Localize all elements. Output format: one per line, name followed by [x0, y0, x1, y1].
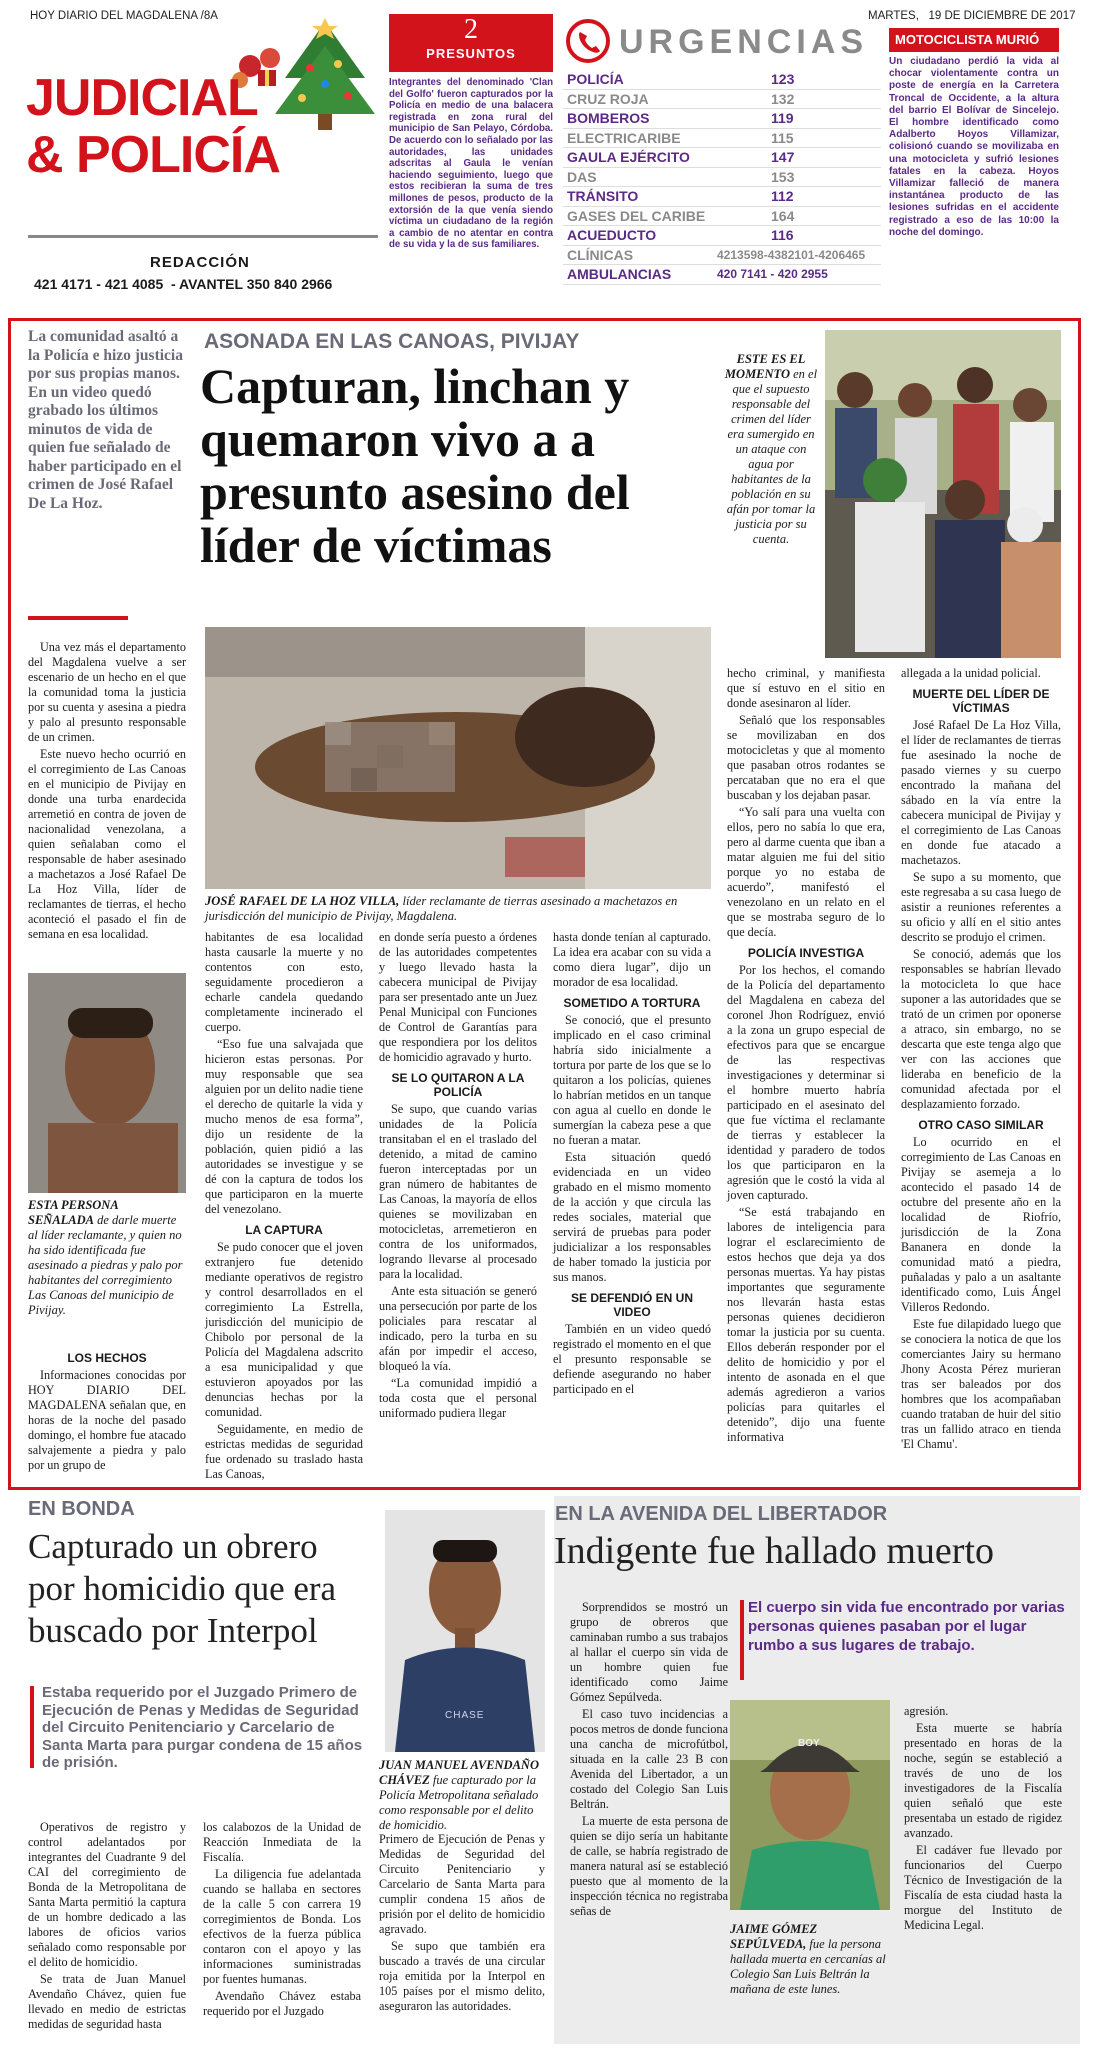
bonda-kicker: EN BONDA: [28, 1498, 135, 1520]
paragraph: Se supo a su momento, que este regresaba a su casa luego de asistir a reuniones referentes a su oficio y allí en el sitio antes descrito se produjo el crimen.: [901, 870, 1061, 944]
crowd-photo: [825, 330, 1061, 658]
paragraph: Se conoció, además que los responsables se habrían llevado la motocicleta lo que hace suponer a las autoridades que se trató de un crimen por oponerse a atraco, sin embargo, no se descarta que este tenga algo que ver con las acciones que lideraba en beneficio de la comunidad afectada por el desplazamiento forzado.: [901, 947, 1061, 1111]
section-title-line1: JUDICIAL: [26, 69, 258, 127]
paragraph: Se supo, que cuando varias unidades de la Policía transitaban el en el traslado del detenido, a mitad de camino fueron interceptadas por un gran número de habitantes de Las Canoas, la mayoría de ellos quienes se movilizaban en motocicletas, arremetieron en contra de los uniformados, logrando llevarse al procesado para la localidad.: [379, 1102, 537, 1281]
libertador-victim-photo: [730, 1700, 890, 1910]
paragraph: agresión.: [904, 1704, 949, 1718]
libertador-caption-bold: JAIME GÓMEZ SEPÚLVEDA,: [730, 1922, 818, 1951]
presuntos-number: 2: [464, 14, 478, 45]
paragraph: Señaló que los responsables se movilizaban en dos motocicletas y que al momento que pasaban otros rodantes se percataban que no era el que buscaban y los dejaban pasar.: [727, 713, 885, 802]
urgencias-number: 420 7141 - 420 2955: [717, 267, 828, 282]
subhead-la-captura: LA CAPTURA: [245, 1223, 323, 1237]
main-headline: Capturan, linchan y quemaron vivo a a presunto asesino del líder de víctimas: [200, 358, 630, 573]
paragraph: Se pudo conocer que el joven extranjero fue detenido mediante operativos de registro y control desarrollados en el corregimiento La Estrella, jurisdicción del municipio de Chibolo por personal de la Policía del Magdalena adscrito a esa municipalidad y que estuvieron apoyados por las denuncias hechas por la comunidad.: [205, 1240, 363, 1419]
urgencias-row: [563, 187, 881, 207]
lead-rule: [28, 616, 128, 620]
bonda-caption-bold: JUAN MANUEL AVENDAÑO CHÁVEZ: [379, 1758, 539, 1787]
main-col-4b-paras: [553, 1013, 711, 1285]
paragraph: Por los hechos, el comando de la Policía del departamento del Magdalena en cabeza del coronel Jhon Rodríguez, envió a la zona un grupo especial de efectivos para que se encargue de las respectivas investigaciones y determinar si el hombre muerto habría participado en el asesinato del que fue víctima el reclamante de tierras y establecer la identidad y paradero de todos los que participaron en la agresión que le costó la vida al joven capturado.: [727, 963, 885, 1202]
paragraph: Operativos de registro y control adelantados por integrantes del Cuadrante 9 del CAI del corregimiento de Bonda de la Metropolitana de Santa Marta permitió la captura de un hombre dedicado a las labores de oficios varios señalado como responsable por el delito de homicidio.: [28, 1820, 186, 1969]
main-col-6c-paras: [901, 1135, 1061, 1452]
paragraph: Avendaño Chávez estaba requerido por el Juzgado: [203, 1989, 361, 2018]
bonda-col-1-paras: [28, 1820, 186, 2032]
main-col-6: [901, 666, 1061, 1454]
bonda-col-3-paras: [379, 1832, 545, 2014]
libertador-col-2-paras: [904, 1704, 1062, 1933]
main-col-1b: [28, 1345, 186, 1475]
urgencias-name: ELECTRICARIBE: [567, 129, 681, 146]
paragraph: “La comunidad impidió a toda costa que el personal uniformado pudiera llegar: [379, 1376, 537, 1420]
paragraph: habitantes de esa localidad hasta causarle la muerte y no contentos con esto, seguidamente procedieron a echarle candela quedando completamente incinerado el cuerpo.: [205, 930, 363, 1034]
issue-date: MARTES, 19 DE DICIEMBRE DE 2017: [868, 10, 1076, 22]
urgencias-list: [563, 70, 881, 285]
urgencias-number: 147: [771, 149, 795, 166]
bonda-headline: Capturado un obrero por homicidio que era buscado por Interpol: [28, 1527, 337, 1650]
main-col-4: [553, 930, 711, 1399]
paragraph: Informaciones conocidas por HOY DIARIO DEL MAGDALENA señalan que, en horas de la noche del pasado domingo, el hombre fue atacado salvajemente a piedra y palo por un grupo de: [28, 1368, 186, 1472]
urgencias-name: TRÁNSITO: [567, 188, 639, 205]
subhead-otro-caso-similar: OTRO CASO SIMILAR: [918, 1118, 1044, 1132]
urgencias-row: [563, 265, 881, 285]
bonda-col-3: [379, 1832, 545, 2016]
paragraph: La diligencia fue adelantada cuando se hallaba en sectores de la calle 5 con carrera 19 corregimientos de Bonda. Los efectivos de la fuerza pública contaron con el apoyo y las informaciones suministradas por fuentes humanas.: [203, 1867, 361, 1986]
main-col-1: [28, 640, 186, 944]
urgencias-name: AMBULANCIAS: [567, 266, 672, 283]
main-col-5: [727, 666, 885, 1447]
paragraph: Este nuevo hecho ocurrió en el corregimiento de Las Canoas en el municipio de Pivijay en donde una turba enardecida arremetió en contra de joven de nacionalidad venezolana, a quien señalaban como el responsable de haber asesinado a machetazos a José Rafael De La Hoz Villa, líder de reclamantes de tierras, el hecho aconteció el pasado el fin de semana en esa localidad.: [28, 747, 186, 941]
presuntos-text: Integrantes del denominado 'Clan del Golfo' fueron capturados por la Policía en medio de una balacera registrada en zona rural del municipio de San Pelayo, Córdoba. De acuerdo con lo señalado por las autoridades, las unidades adscritas al Gaula le venían haciendo seguimiento, luego que estos recibieran la suma de tres millones de pesos, producto de la extorsión de la que venía siendo víctima un ciudadano de la región a cambio de no atentar en contra de su vida y la de sus familiares.: [389, 77, 553, 251]
urgencias-number: 4213598-4382101-4206465: [717, 247, 866, 262]
side-caption-bold: ESTE ES EL MOMENTO: [724, 352, 806, 381]
libertador-cap-text: BOY: [798, 1738, 820, 1749]
paragraph: El caso tuvo incidencias a pocos metros de donde funciona una cancha de microfútbol, situada en la calle 23 B con Avenida del Libertador, a un costado del Colegio San Luis Beltrán.: [570, 1707, 728, 1811]
urgencias-number: 112: [771, 188, 794, 205]
urgencias-name: GAULA EJÉRCITO: [567, 149, 690, 166]
header-rule: [28, 235, 378, 238]
presuntos-header: [389, 14, 553, 72]
victim-caption-name: JOSÉ RAFAEL DE LA HOZ VILLA,: [205, 894, 400, 908]
subhead-policia-investiga: POLICÍA INVESTIGA: [747, 946, 865, 960]
paragraph: Seguidamente, en medio de estrictas medidas de seguridad fue ordenado su traslado hasta Las Canoas,: [205, 1422, 363, 1481]
urgencias-name: POLICÍA: [567, 71, 624, 88]
paragraph: hasta donde tenían al capturado. La idea era acabar con su vida a como diera lugar”, dijo un morador de esa localidad.: [553, 930, 711, 989]
urgencias-name: ACUEDUCTO: [567, 227, 657, 244]
urgencias-row: [563, 70, 881, 90]
main-kicker: ASONADA EN LAS CANOAS, PIVIJAY: [204, 330, 580, 353]
paragraph: El cadáver fue llevado por funcionarios del Cuerpo Técnico de Investigación de la Fiscalía de esta ciudad hasta la morgue del Instituto de Medicina Legal.: [904, 1843, 1062, 1932]
urgencias-number: 116: [771, 227, 794, 244]
paragraph: Este fue dilapidado luego que se conociera la notica de que los comerciantes Jairy su hermano Jhony Acosta Pérez murieran tras ser baleados por dos hombres que los acompañaban cuando trataban de huir del sitio tras un fallido atraco en tienda 'El Chamu'.: [901, 1317, 1061, 1451]
libertador-lead-bar: [740, 1600, 744, 1680]
paragraph: hecho criminal, y manifiesta que sí estuvo en el sitio en donde asesinaron al líder.: [727, 666, 885, 710]
libertador-kicker: EN LA AVENIDA DEL LIBERTADOR: [555, 1503, 888, 1525]
libertador-caption-text: fue la persona hallada muerta en cercanías al Colegio San Luis Beltrán la mañana de este lunes.: [730, 1937, 886, 1996]
main-col-3b-paras: [379, 1102, 537, 1421]
paragraph: Lo ocurrido en el corregimiento de Las Canoas en Pivijay se asemeja a lo acontecido el pasado 14 de octubre del presente año en la localidad de Riofrío, jurisdicción de la Zona Bananera en donde la comunidad mató a piedra, puñaladas y palo a un asaltante identificado como, Luis Ángel Villeros Redondo.: [901, 1135, 1061, 1314]
motociclista-title: MOTOCICLISTA MURIÓ: [889, 28, 1059, 52]
urgencias-number: 123: [771, 71, 795, 88]
main-col-1-paras: [28, 640, 186, 942]
urgencias-row: [563, 226, 881, 246]
phone-icon: [565, 18, 611, 64]
urgencias-row: [563, 207, 881, 227]
bonda-caption-text: fue capturado por la Policía Metropolitana señalado como responsable por el delito de homicidio.: [379, 1773, 539, 1832]
motociclista-text: Un ciudadano perdió la vida al chocar violentamente contra un poste de energía en la Carretera Troncal de Occidente, a la altura del barrio El Bolívar de Sincelejo. El hombre identificado como Adalberto Hoyos Villamizar, colisionó cuando se movilizaba en una motocicleta y sufrió lesiones fatales en la cabeza. Hoyos Villamizar falleció de manera instantánea producto de las lesiones sufridas en el accidente registrado a eso de las 10:00 la noche del domingo.: [889, 56, 1059, 238]
paragraph: Ante esta situación se generó una persecución por parte de los policiales para rescatar al indicado, pero la turba en su afán por impedir el acceso, bloqueó la vía.: [379, 1284, 537, 1373]
main-col-1b-paras: [28, 1368, 186, 1473]
bonda-shirt-text: CHASE: [445, 1710, 485, 1721]
main-col-2: [205, 930, 363, 1484]
libertador-photo-caption: [730, 1922, 890, 1997]
paper-folio: HOY DIARIO DEL MAGDALENA /8A: [30, 10, 218, 22]
paragraph: en donde sería puesto a órdenes de las autoridades competentes y luego llevado hasta la cabecera municipal de Pivijay para ser presentado ante un Juez Penal Municipal con Funciones de Control de Garantías para que respondiera por los delitos de homicidio agravado y hurto.: [379, 930, 537, 1064]
urgencias-name: CLÍNICAS: [567, 246, 634, 263]
paragraph: José Rafael De La Hoz Villa, el líder de reclamantes de tierras fue asesinado la noche de pasado viernes y su cuerpo encontrado la mañana del sábado en la vía entre la cabecera municipal de Pivijay y el corregimiento de Las Canoas en donde fue atacado a machetazos.: [901, 718, 1061, 867]
subhead-muerte-del-lider: MUERTE DEL LÍDER DE VÍCTIMAS: [912, 687, 1050, 715]
urgencias-row: [563, 148, 881, 168]
paragraph: Una vez más el departamento del Magdalena vuelve a ser escenario de un hecho en el que la comunidad toma la justicia por su cuenta y asesina a piedra y palo al presunto responsable de un crimen.: [28, 640, 186, 744]
urgencias-row: [563, 90, 881, 110]
victim-photo-caption: [205, 894, 711, 924]
urgencias-number: 119: [771, 110, 794, 127]
bonda-photo-caption: [379, 1758, 545, 1833]
main-col-3: [379, 930, 537, 1423]
main-col-6-paras: [901, 666, 1061, 681]
paragraph: “Se está trabajando en labores de inteligencia para lograr el esclarecimiento de estos hechos que deja ya dos personas muertas. Ya hay pistas importantes que seguramente nos llevarán hasta estas personas quienes decidieron tomar la justicia por su cuenta. Ellos deberán responder por el delito de homicidio y por el intento de asonada en el que además agredieron a varios policías para quitarles el detenido”, dijo una fuente informativa: [727, 1205, 885, 1444]
paragraph: los calabozos de la Unidad de Reacción Inmediata de la Fiscalía.: [203, 1820, 361, 1864]
libertador-col-1-paras: [570, 1600, 728, 1919]
paragraph: allegada a la unidad policial.: [901, 666, 1041, 680]
bonda-suspect-photo: [385, 1510, 545, 1752]
presuntos-box: [389, 14, 553, 251]
main-col-6b-paras: [901, 718, 1061, 1112]
paragraph: Sorprendidos se mostró un grupo de obreros que caminaban rumbo a sus trabajos al hallar el cuerpo sin vida de un hombre quien fue identificado como Jaime Gómez Sepúlveda.: [570, 1600, 728, 1704]
urgencias-name: BOMBEROS: [567, 110, 650, 127]
main-col-2-paras: [205, 930, 363, 1217]
urgencias-name: DAS: [567, 168, 597, 185]
main-col-2b-paras: [205, 1240, 363, 1482]
urgencias-number: 132: [771, 90, 795, 107]
bonda-col-2: [203, 1820, 361, 2021]
main-col-4c-paras: [553, 1322, 711, 1397]
section-title: [26, 70, 386, 184]
urgencias-row: [563, 168, 881, 188]
urgencias-title: URGENCIAS: [619, 23, 869, 61]
libertador-col-1: [570, 1600, 728, 1921]
suspect-photo: [28, 973, 186, 1193]
main-col-5b-paras: [727, 963, 885, 1445]
paragraph: La muerte de esta persona de quien se dijo sería un habitante de calle, se habría registrado de manera natural así se estableció puesto que al momento de la inspección técnica no registraba señas de: [570, 1814, 728, 1918]
paragraph: También en un video quedó registrado el momento en el que el presunto responsable se defiende asegurando no haber participado en el: [553, 1322, 711, 1396]
urgencias-row: [563, 109, 881, 129]
motociclista-box: [889, 28, 1059, 239]
libertador-col-2: [904, 1704, 1062, 1935]
urgencias-row: [563, 246, 881, 266]
presuntos-label: PRESUNTOS: [426, 46, 516, 61]
main-col-4-paras: [553, 930, 711, 990]
main-lead: La comunidad asaltó a la Policía e hizo justicia por sus propias manos. En un video quedó grabado los últimos minutos de vida de quien fue señalado de haber participado en el crimen de José Rafael De La Hoz.: [28, 328, 183, 512]
urgencias-number: 115: [771, 129, 794, 146]
paragraph: Se conoció, que el presunto implicado en el caso criminal habría sido inicialmente a tortura por parte de los que se lo quitaron a los policías, quienes lo habrían metidos en un tanque con agua al cuello en donde le sumergían la cabeza pese a que no fueran a matar.: [553, 1013, 711, 1147]
paragraph: Esta situación quedó evidenciada en un video grabado en el mismo momento de la acción y que circula las redes sociales, material que servirá de pruebas para poder judicializar a los responsables de haber tomado la justicia por sus manos.: [553, 1150, 711, 1284]
urgencias-box: [563, 18, 881, 285]
main-col-5-paras: [727, 666, 885, 940]
suspect-caption-text: de darle muerte al líder reclamante, y quien no ha sido identificada fue asesinado a piedras y palo por habitantes del corregimiento Las Canoas del municipio de Pivijay.: [28, 1213, 183, 1317]
suspect-caption-bold: ESTA PERSONA SEÑALADA: [28, 1198, 118, 1227]
suspect-caption: [28, 1198, 186, 1318]
libertador-lead: El cuerpo sin vida fue encontrado por varias personas quienes pasaban por el lugar rumbo a sus lugares de trabajo.: [748, 1599, 1065, 1654]
urgencias-name: GASES DEL CARIBE: [567, 207, 706, 224]
section-title-line2: & POLICÍA: [26, 126, 280, 184]
bonda-lead-bar: [30, 1686, 34, 1768]
paragraph: Primero de Ejecución de Penas y Medidas de Seguridad del Circuito Penitenciario y Carcelario de Santa Marta para cumplir condena 15 años de prisión por el delito de homicidio agravado.: [379, 1832, 545, 1936]
redaccion-label: REDACCIÓN: [150, 254, 250, 271]
urgencias-number: 153: [771, 168, 795, 185]
bonda-col-1: [28, 1820, 186, 2034]
bonda-col-2-paras: [203, 1820, 361, 2019]
paragraph: Esta muerte se habría presentado en horas de la noche, según se estableció a través de uno de los investigadores de la Fiscalía quien señaló que este presentaba un estado de rigidez avanzado.: [904, 1721, 1062, 1840]
urgencias-row: [563, 129, 881, 149]
side-caption: [722, 352, 820, 547]
subhead-los-hechos: LOS HECHOS: [67, 1351, 147, 1365]
victim-photo: [205, 627, 711, 889]
urgencias-header: [563, 18, 881, 66]
paragraph: Se trata de Juan Manuel Avendaño Chávez, quien fue llevado en medio de estrictas medidas de seguridad hasta: [28, 1972, 186, 2031]
urgencias-number: 164: [771, 207, 795, 224]
redaccion-phones: 421 4171 - 421 4085 - AVANTEL 350 840 2966: [34, 276, 333, 292]
main-col-3-paras: [379, 930, 537, 1065]
subhead-se-lo-quitaron: SE LO QUITARON A LA POLICÍA: [391, 1071, 525, 1099]
paragraph: Se supo que también era buscado a través de una circular roja emitida por la Interpol en 105 países por el mismo delito, aseguraron las autoridades.: [379, 1939, 545, 2013]
paragraph: “Eso fue una salvajada que hicieron estas personas. Por muy responsable que sea alguien por un delito nadie tiene el derecho de quitarle la vida y mucho menos de esa forma”, dijo un residente de la población, quien pidió a las autoridades se investigue y se dé con la captura de todos los que participaron en la muerte del venezolano.: [205, 1037, 363, 1216]
bonda-lead: Estaba requerido por el Juzgado Primero de Ejecución de Penas y Medidas de Seguridad del Circuito Penitenciario y Carcelario de Santa Marta para purgar condena de 15 años de prisión.: [42, 1684, 363, 1771]
urgencias-name: CRUZ ROJA: [567, 90, 649, 107]
paragraph: “Yo salí para una vuelta con ellos, pero no sabía lo que era, pero al darme cuenta que iban a matar alguien me fui del sitio porque yo no estaba de acuerdo”, manifestó el venezolano en un relato en el que se mostraba seguro de lo que decía.: [727, 805, 885, 939]
subhead-sometido-a-tortura: SOMETIDO A TORTURA: [563, 996, 701, 1010]
subhead-se-defendio: SE DEFENDIÓ EN UN VIDEO: [570, 1291, 693, 1319]
victim-caption-text: líder reclamante de tierras asesinado a machetazos en jurisdicción del municipio de Pivijay, Magdalena.: [205, 894, 678, 923]
side-caption-text: en el que el supuesto responsable del crimen del líder era sumergido en un ataque con agua por habitantes de la población en su afán por tomar la justicia por su cuenta.: [726, 367, 818, 546]
libertador-headline: Indigente fue hallado muerto: [554, 1530, 995, 1572]
